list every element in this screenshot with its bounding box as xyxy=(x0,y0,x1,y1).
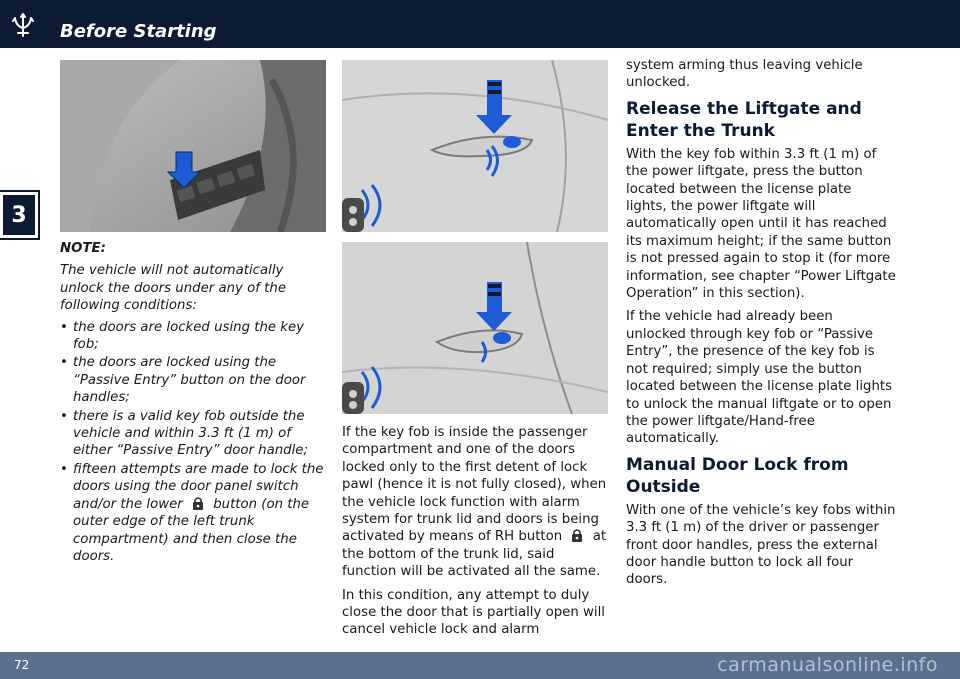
list-item: • there is a valid key fob outside the vehicle and within 3.3 ft (1 m) of either “Passive Entry” door handle; xyxy=(60,408,328,460)
list-item-text-a: fifteen attempts are made to lock the doors using the door panel switch and/or the lower xyxy=(73,461,324,512)
section-heading-release-liftgate: Release the Liftgate and Enter the Trunk xyxy=(626,98,862,141)
list-item: • the doors are locked using the key fob; xyxy=(60,319,328,354)
figure-door-panel-switch xyxy=(60,60,326,232)
note-label: NOTE: xyxy=(60,241,106,256)
paragraph: With one of the vehicle’s key fobs within 3.3 ft (1 m) of the driver or passenger front door handles, press the external door handle button to lock all four doors. xyxy=(626,502,896,588)
paragraph-text-a: If the key fob is inside the passenger compartment and one of the doors locked only to the first detent of lock pawl (hence it is not fully closed), when the vehicle lock function with alarm system for trunk lid and doors is being activated by means of RH button xyxy=(342,425,607,545)
middle-column xyxy=(342,424,610,645)
watermark: carmanualsonline.info xyxy=(717,654,938,676)
page-footer xyxy=(0,652,960,679)
list-item xyxy=(60,461,328,565)
list-item-text-b: button (on the outer edge of the left trunk compartment) and then close the doors. xyxy=(73,496,310,564)
page-header xyxy=(0,0,960,48)
note-list xyxy=(60,319,328,566)
paragraph: In this condition, any attempt to duly close the door that is partially open will cancel vehicle lock and alarm xyxy=(342,587,605,638)
list-item: • the doors are locked using the “Passive Entry” button on the door handles; xyxy=(60,354,328,406)
paragraph-text-b: at the bottom of the trunk lid, said function will be activated all the same. xyxy=(342,529,607,580)
paragraph: With the key fob within 3.3 ft (1 m) of the power liftgate, press the button located between the license plate lights, the power liftgate will automatically open until it has reached its maximum height; if the same button is not pressed again to stop it (for more information, see chapter “Power Liftgate Operation” in this section). xyxy=(626,146,896,302)
figure-door-handle-fob-1 xyxy=(342,60,608,232)
paragraph xyxy=(342,424,610,581)
page-title: Before Starting xyxy=(60,21,217,42)
chapter-tab: 3 xyxy=(0,192,38,238)
lock-icon xyxy=(191,496,205,510)
page-number: 72 xyxy=(14,658,30,672)
note-intro: The vehicle will not automatically unlock the doors under any of the following conditions: xyxy=(60,263,287,314)
right-column xyxy=(626,57,896,595)
figure-door-handle-fob-2 xyxy=(342,242,608,414)
section-heading-manual-door-lock: Manual Door Lock from Outside xyxy=(626,454,849,497)
trident-logo-icon xyxy=(10,12,36,38)
lock-icon xyxy=(570,528,584,542)
paragraph: If the vehicle had already been unlocked through key fob or “Passive Entry”, the presence of the key fob is not required; simply use the button located between the license plate lights to unlock the manual liftgate or to open the power liftgate/Hand-free automatically. xyxy=(626,309,893,447)
left-column xyxy=(60,240,328,566)
paragraph: system arming thus leaving vehicle unlocked. xyxy=(626,58,863,91)
